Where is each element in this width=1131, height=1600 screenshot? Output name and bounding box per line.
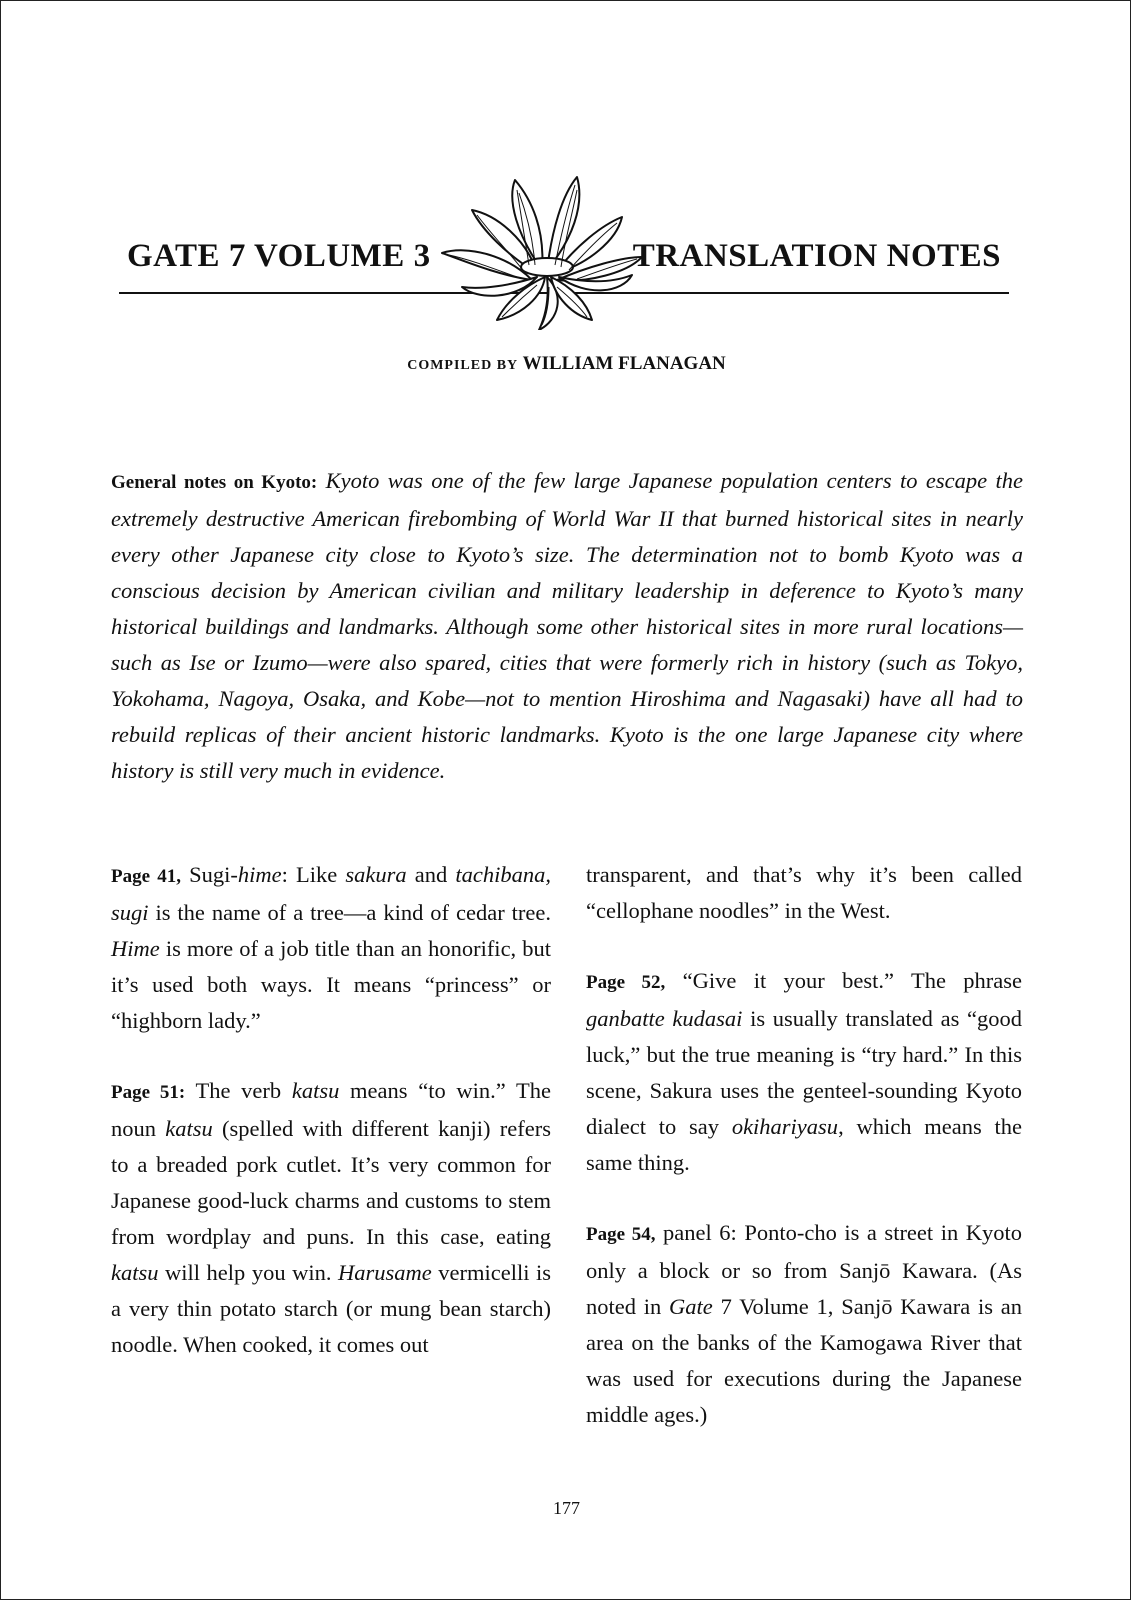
byline-prefix: COMPILED BY [407,358,519,373]
note-italic: tachibana, sugi [111,862,552,925]
note-label: Page 52, [586,972,666,993]
header [119,171,1009,336]
note-text: panel 6: Ponto-cho is a street in Kyoto only a block or so from Sanjō Kawara. (As noted in [586,1220,1022,1319]
note-label: Page 54, [586,1224,656,1245]
note-text: means “to win.” The noun [111,1078,552,1141]
note-text: and [414,862,448,887]
title-right: TRANSLATION NOTES [632,238,1001,274]
general-note [111,463,1023,789]
note-text: Sugi- [189,862,238,887]
note-italic: sakura [345,862,407,887]
page-number: 177 [553,1498,580,1518]
note-text: “Give it your best.” The phrase [682,968,1022,993]
general-note-lead: General notes on Kyoto: [111,472,318,493]
note-text: (spelled with different kanji) refers to a breaded pork cutlet. It’s very common for Japanese good-luck charms and customs to stem from wordplay and puns. In this case, eating [111,1116,552,1249]
note-page-51 [111,1073,551,1363]
right-column [586,857,1022,1467]
left-column [111,857,551,1397]
note-text: vermicelli is a very thin potato starch (or mung bean starch) noodle. When cooked, it comes out [111,1260,552,1357]
note-text: is the name of a tree—a kind of cedar tree. [155,900,551,925]
note-text: transparent, and that’s why it’s been called “cellophane noodles” in the West. [586,862,1022,923]
note-page-52 [586,963,1022,1181]
title-left: GATE 7 VOLUME 3 [127,238,431,274]
note-italic: hime [237,862,282,887]
note-italic: Hime [111,936,160,961]
note-italic: katsu [291,1078,340,1103]
note-page-51-continued [586,857,1022,929]
note-italic: katsu [111,1260,159,1285]
note-italic: okihariyasu [731,1114,839,1139]
note-text: 7 Volume 1, Sanjō Kawara is an area on the banks of the Kamogawa River that was used for executions during the Japanese middle ages.) [586,1294,1022,1427]
note-italic: ganbatte kudasai [586,1006,743,1031]
note-italic: katsu [165,1116,213,1141]
note-page-54 [586,1215,1022,1433]
note-text: is usually translated as “good luck,” but the true meaning is “try hard.” In this scene, Sakura uses the genteel-sounding Kyoto dialect to say [586,1006,1023,1139]
byline [1,353,1131,375]
note-text: will help you win. [165,1260,332,1285]
lotus-icon [437,175,647,330]
general-note-text: Kyoto was one of the few large Japanese population centers to escape the extremely destructive American firebombing of World War II that burned historical sites in nearly every other Japanese city close to Kyoto’s size. The determination not to bomb Kyoto was a conscious decision by American civilian and military leadership in deference to Kyoto’s many historical buildings and landmarks. Although some other historical sites in more rural locations—such as Ise or Izumo—were also spared, cities that were formerly rich in history (such as Tokyo, Yokohama, Nagoya, Osaka, and Kobe—not to mention Hiroshima and Nagasaki) have all had to rebuild replicas of their ancient historic landmarks. Kyoto is the one large Japanese city where history is still very much in evidence. [111,468,1023,783]
byline-name: WILLIAM FLANAGAN [522,353,726,374]
note-text: The verb [195,1078,282,1103]
note-page-41 [111,857,551,1039]
note-label: Page 51: [111,1082,186,1103]
note-text: is more of a job title than an honorific, but it’s used both ways. It means “princess” or “highborn lady.” [111,936,551,1033]
note-text: , which means the same thing. [586,1114,1022,1175]
note-italic: Harusame [338,1260,432,1285]
note-text: : Like [281,862,338,887]
note-italic: Gate [669,1294,713,1319]
note-label: Page 41, [111,866,182,887]
